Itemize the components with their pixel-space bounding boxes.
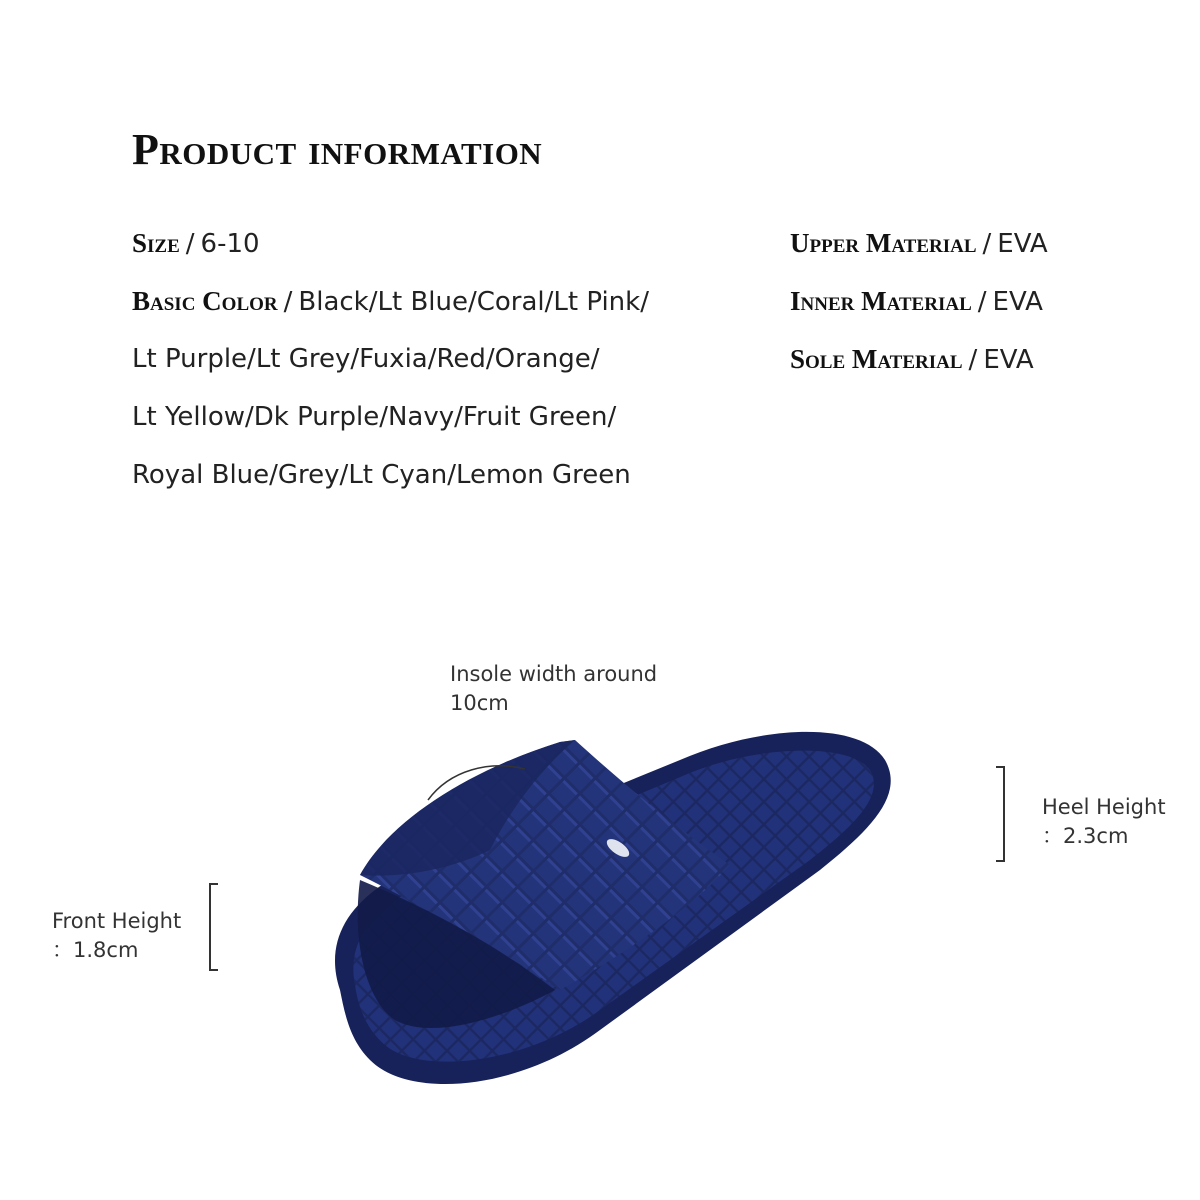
color-line-2: Lt Purple/Lt Grey/Fuxia/Red/Orange/ bbox=[132, 344, 600, 374]
inner-material-label: Inner Material bbox=[790, 286, 972, 316]
inner-material-value: EVA bbox=[992, 287, 1043, 317]
separator: / bbox=[982, 229, 992, 259]
insole-line-1: Insole width around bbox=[450, 662, 658, 686]
size-spec bbox=[132, 228, 260, 259]
separator: / bbox=[283, 287, 293, 317]
separator: / bbox=[977, 287, 987, 317]
slipper-image bbox=[300, 700, 900, 1130]
heel-line-2: ：2.3cm bbox=[1042, 824, 1129, 848]
insole-pointer-line bbox=[420, 755, 540, 815]
heel-height-bracket bbox=[990, 765, 1014, 865]
color-line-3: Lt Yellow/Dk Purple/Navy/Fruit Green/ bbox=[132, 402, 617, 432]
size-label: Size bbox=[132, 228, 180, 258]
front-line-1: Front Height bbox=[52, 909, 182, 933]
sole-material-spec bbox=[790, 344, 1034, 375]
upper-material-label: Upper Material bbox=[790, 228, 977, 258]
insole-line-2: 10cm bbox=[450, 691, 509, 715]
sole-material-label: Sole Material bbox=[790, 344, 963, 374]
heel-height-annotation bbox=[1042, 793, 1166, 851]
color-line-1: Black/Lt Blue/Coral/Lt Pink/ bbox=[298, 287, 649, 317]
page-title: Product information bbox=[132, 125, 543, 174]
heel-line-1: Heel Height bbox=[1042, 795, 1166, 819]
separator: / bbox=[185, 229, 195, 259]
front-height-bracket bbox=[200, 882, 224, 974]
basic-color-spec bbox=[132, 286, 649, 317]
size-value: 6-10 bbox=[200, 229, 260, 259]
front-line-2: ：1.8cm bbox=[52, 938, 139, 962]
separator: / bbox=[968, 345, 978, 375]
inner-material-spec bbox=[790, 286, 1043, 317]
sole-material-value: EVA bbox=[983, 345, 1034, 375]
upper-material-spec bbox=[790, 228, 1048, 259]
insole-width-annotation bbox=[450, 660, 657, 718]
basic-color-label: Basic Color bbox=[132, 286, 278, 316]
front-height-annotation bbox=[52, 907, 181, 965]
color-line-4: Royal Blue/Grey/Lt Cyan/Lemon Green bbox=[132, 460, 631, 490]
upper-material-value: EVA bbox=[997, 229, 1048, 259]
